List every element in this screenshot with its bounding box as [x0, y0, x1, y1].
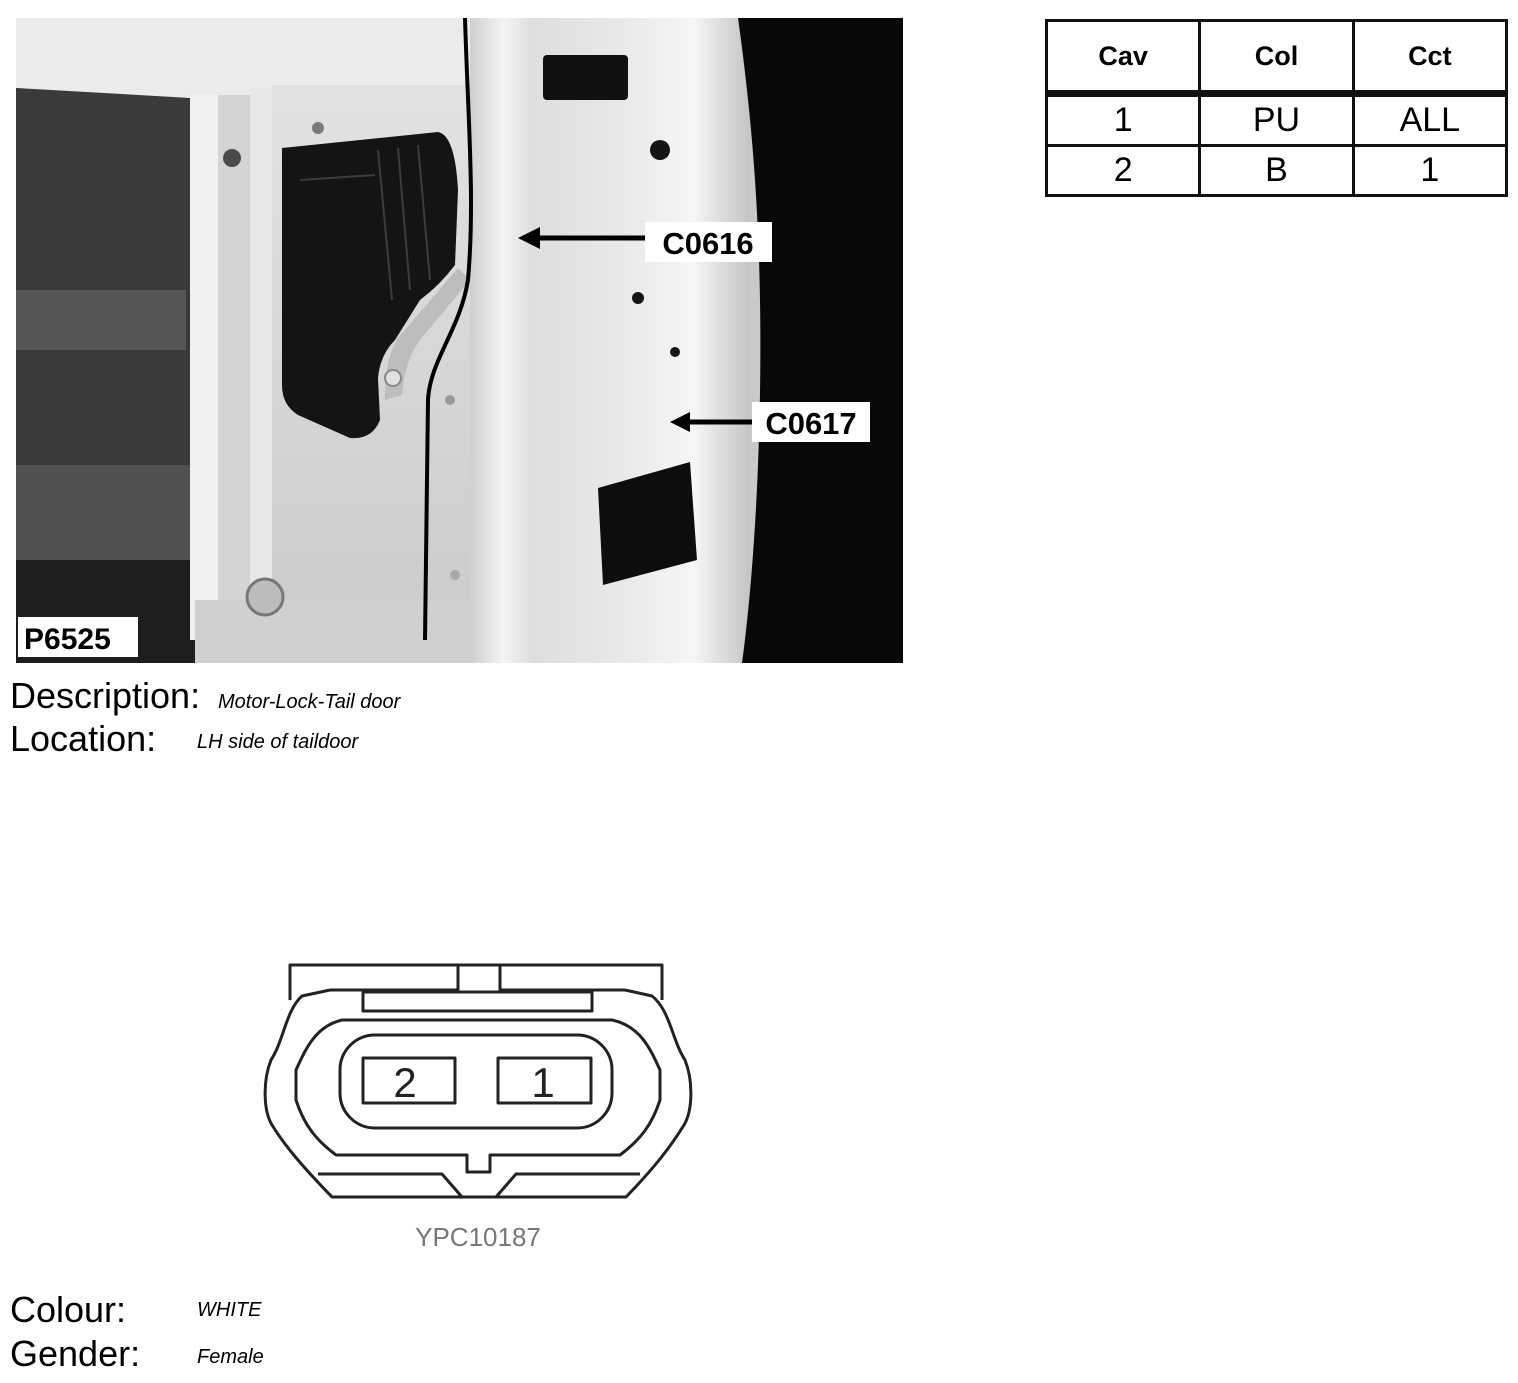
- description-label: Description:: [10, 675, 201, 716]
- photo-reference: P6525: [24, 623, 111, 656]
- dark-background: [738, 18, 903, 663]
- description-value: Motor-Lock-Tail door: [218, 691, 401, 713]
- connector-inner-shell: [296, 1020, 660, 1172]
- location-photo: [16, 18, 903, 663]
- upper-grommet: [543, 55, 628, 100]
- panel-hole: [650, 140, 670, 160]
- column-header-col: Col: [1200, 21, 1353, 94]
- table-header-row: [1047, 21, 1507, 94]
- door-pillar: [190, 95, 218, 640]
- door-pillar: [218, 95, 252, 640]
- cavity-2-number: 2: [393, 1059, 417, 1106]
- gender-label: Gender:: [10, 1333, 141, 1374]
- connector-top-frame: [290, 965, 662, 1000]
- connector-base-lines: [318, 1174, 640, 1197]
- cell-col: PU: [1200, 94, 1353, 146]
- cell-cav: 2: [1047, 146, 1200, 196]
- connector-part-number: YPC10187: [415, 1222, 541, 1252]
- cavity-1-number: 1: [531, 1059, 555, 1106]
- colour-value: WHITE: [197, 1299, 262, 1321]
- fixing-bolt: [247, 579, 283, 615]
- location-label: Location:: [10, 718, 157, 759]
- panel-hole: [632, 292, 644, 304]
- glass-reflection: [16, 290, 186, 350]
- arm-pivot: [385, 370, 401, 386]
- lower-panel: [195, 600, 470, 663]
- cell-col: B: [1200, 146, 1353, 196]
- connector-face-diagram: [260, 955, 700, 1215]
- panel-hole: [312, 122, 324, 134]
- colour-label: Colour:: [10, 1289, 127, 1330]
- column-header-cct: Cct: [1353, 21, 1506, 94]
- panel-hole: [450, 570, 460, 580]
- cell-cct: 1: [1353, 146, 1506, 196]
- callout-label-c0616: C0616: [662, 226, 754, 261]
- mating-face: [340, 1035, 612, 1128]
- panel-hole: [670, 347, 680, 357]
- panel-hole: [445, 395, 455, 405]
- cell-cav: 1: [1047, 94, 1200, 146]
- pin-table: [1045, 19, 1508, 197]
- cell-cct: ALL: [1353, 94, 1506, 146]
- panel-hole: [223, 149, 241, 167]
- gender-value: Female: [197, 1346, 264, 1368]
- door-pillar: [250, 88, 272, 640]
- glass-reflection: [16, 465, 191, 560]
- connector-top-notch: [330, 965, 625, 990]
- callout-label-c0617: C0617: [765, 406, 857, 441]
- location-value: LH side of taildoor: [197, 731, 359, 753]
- column-header-cav: Cav: [1047, 21, 1200, 94]
- table-row: [1047, 94, 1507, 146]
- table-row: [1047, 146, 1507, 196]
- latch-slot: [363, 992, 592, 1011]
